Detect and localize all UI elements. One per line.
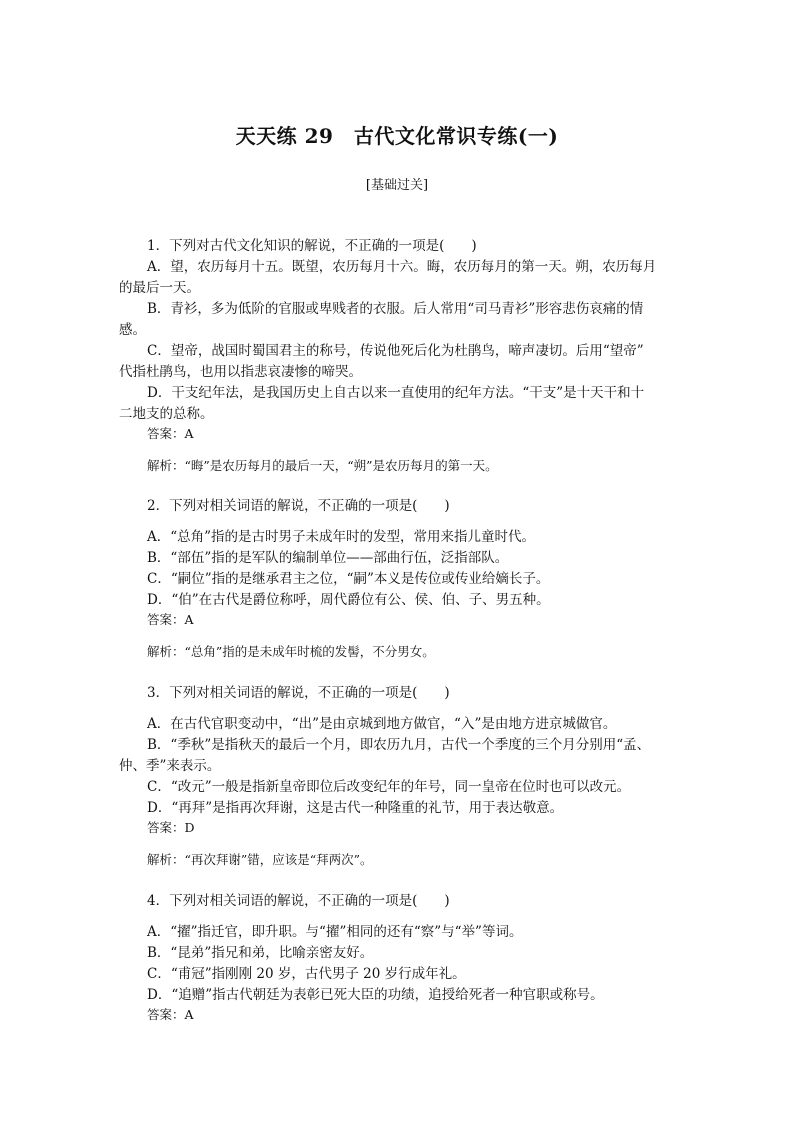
question-3-option-d: D．“再拜”是指再次拜谢，这是古代一种隆重的礼节，用于表达敬意。	[147, 800, 564, 816]
question-1-option-d: D．干支纪年法，是我国历史上自古以来一直使用的纪年方法。“干支”是十天干和十	[147, 385, 645, 401]
question-1-stem: 1．下列对古代文化知识的解说，不正确的一项是( )	[147, 238, 477, 254]
question-1-answer: 答案：A	[147, 426, 194, 441]
question-2-explanation: 解析：“总角”指的是未成年时梳的发髻，不分男女。	[147, 644, 435, 659]
question-3-option-a: A．在古代官职变动中，“出”是由京城到地方做官，“入”是由地方进京城做官。	[147, 716, 617, 732]
question-1-option-a-cont: 的最后一天。	[119, 280, 200, 296]
question-2-answer: 答案：A	[147, 612, 194, 627]
question-3-stem: 3．下列对相关词语的解说，不正确的一项是( )	[147, 685, 450, 701]
question-4-option-b: B．“昆弟”指兄和弟，比喻亲密友好。	[147, 945, 374, 961]
question-1-option-d-cont: 二地支的总称。	[119, 406, 214, 422]
question-2-option-d: D．“伯”在古代是爵位称呼，周代爵位有公、侯、伯、子、男五种。	[147, 592, 550, 608]
question-1-explanation: 解析：“晦”是农历每月的最后一天，“朔”是农历每月的第一天。	[147, 458, 498, 473]
question-1-option-c: C．望帝，战国时蜀国君主的称号，传说他死后化为杜鹃鸟，啼声凄切。后用“望帝”	[147, 343, 644, 359]
question-1-option-b-cont: 感。	[119, 322, 146, 338]
question-3-explanation: 解析：“再次拜谢”错，应该是“拜两次”。	[147, 852, 373, 867]
question-4-option-d: D．“追赠”指古代朝廷为表彰已死大臣的功绩，追授给死者一种官职或称号。	[147, 987, 604, 1003]
question-1-option-a: A．望，农历每月十五。既望，农历每月十六。晦，农历每月的第一天。朔，农历每月	[147, 259, 657, 275]
page-title: 天天练 29 古代文化常识专练(一)	[235, 124, 559, 148]
question-4-answer: 答案：A	[147, 1007, 194, 1022]
question-3-option-b-cont: 仲、季”来表示。	[119, 758, 221, 774]
question-2-stem: 2．下列对相关词语的解说，不正确的一项是( )	[147, 498, 450, 514]
section-heading: [基础过关]	[365, 178, 429, 193]
question-1-option-c-cont: 代指杜鹃鸟，也用以指悲哀凄惨的啼哭。	[119, 364, 362, 380]
question-1-option-b: B．青衫，多为低阶的官服或卑贱者的衣服。后人常用“司马青衫”形容悲伤哀痛的情	[147, 301, 644, 317]
question-3-option-b: B．“季秋”是指秋天的最后一个月，即农历九月，古代一个季度的三个月分别用“孟、	[147, 737, 651, 753]
question-2-option-c: C．“嗣位”指的是继承君主之位，“嗣”本义是传位或传业给嫡长子。	[147, 571, 550, 587]
question-4-stem: 4．下列对相关词语的解说，不正确的一项是( )	[147, 893, 450, 909]
question-3-answer: 答案：D	[147, 820, 195, 835]
question-4-option-a: A．“擢”指迁官，即升职。与“擢”相同的还有“察”与“举”等词。	[147, 924, 523, 940]
question-4-option-c: C．“甫冠”指刚刚 20 岁，古代男子 20 岁行成年礼。	[147, 966, 466, 982]
question-3-option-c: C．“改元”一般是指新皇帝即位后改变纪年的年号，同一皇帝在位时也可以改元。	[147, 779, 631, 795]
question-2-option-b: B．“部伍”指的是军队的编制单位——部曲行伍，泛指部队。	[147, 550, 509, 566]
question-2-option-a: A．“总角”指的是古时男子未成年时的发型，常用来指儿童时代。	[147, 529, 536, 545]
